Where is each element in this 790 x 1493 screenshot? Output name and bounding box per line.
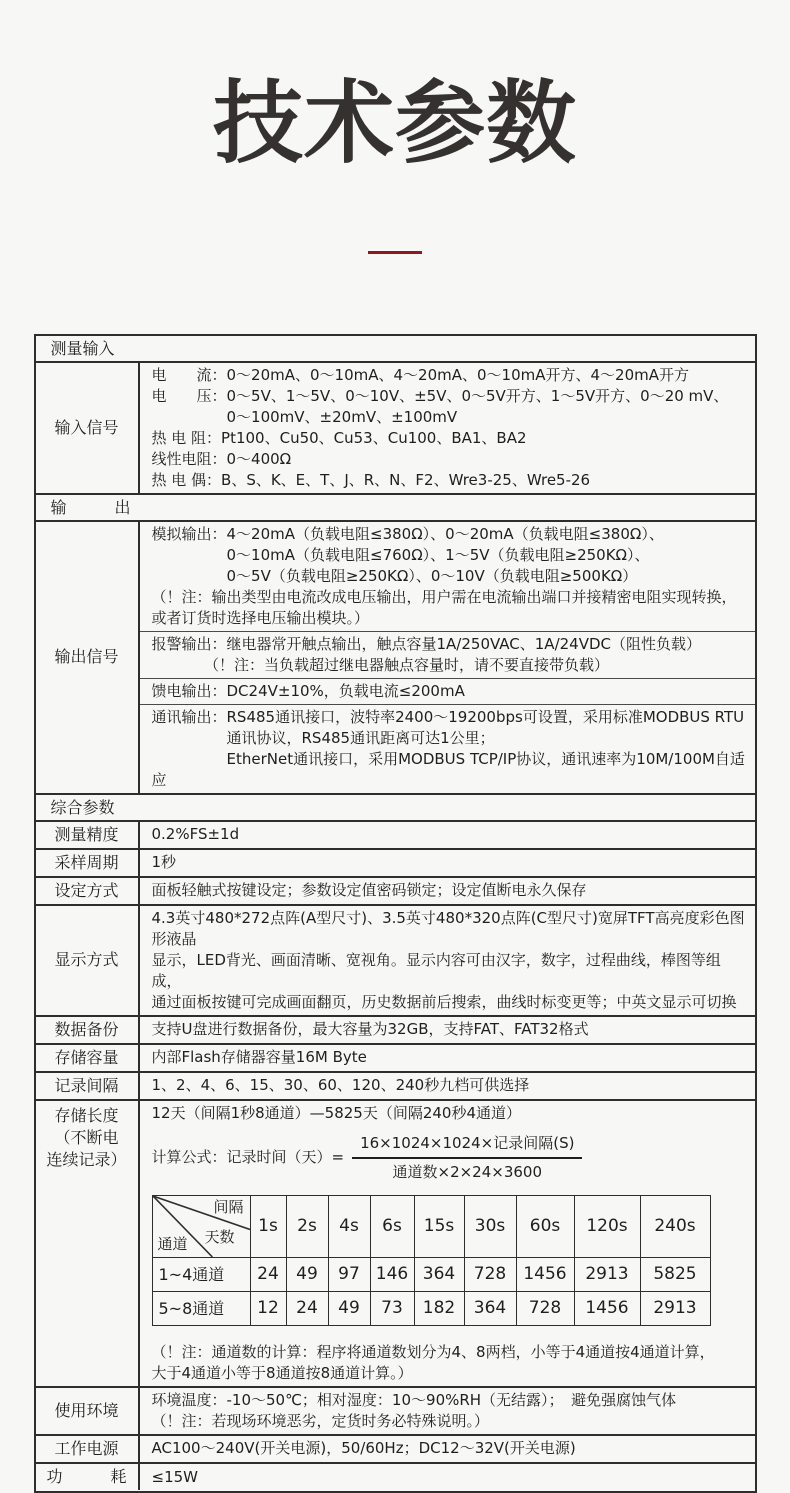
row-display-method	[36, 904, 755, 1015]
formula-prefix: 计算公式：记录时间（天）=	[151, 1148, 345, 1167]
row-record-interval	[36, 1071, 755, 1099]
row-value: 面板轻触式按键设定；参数设定值密码锁定；设定值断电永久保存	[151, 881, 587, 900]
formula-denominator: 通道数×2×24×3600	[392, 1162, 543, 1181]
spec-line: 显示，LED背光、画面清晰、宽视角。显示内容可由汉字，数字，过程曲线，棒图等组成，	[151, 950, 721, 990]
row-label: 显示方式	[36, 906, 140, 1015]
corner-label-channel: 通道	[157, 1234, 188, 1253]
row-label-line: 连续记录）	[46, 1149, 127, 1169]
spec-line: 4.3英寸480*272点阵(A型尺寸)、3.5英寸480*320点阵(C型尺寸)宽屏TFT高亮度彩色图形液晶	[151, 908, 745, 948]
row-value: 1秒	[151, 853, 177, 872]
spec-line: 0～10mA（负载电阻≤760Ω）、1～5V（负载电阻≥250KΩ）、	[151, 545, 650, 564]
interval-header: 4s	[328, 1195, 370, 1257]
storage-table-header-row	[152, 1195, 710, 1257]
channel-row-label: 1~4通道	[152, 1257, 250, 1291]
corner-label-interval: 间隔	[213, 1197, 244, 1216]
interval-header: 240s	[640, 1195, 710, 1257]
formula-numerator: 16×1024×1024×记录间隔(S)	[352, 1133, 582, 1159]
spec-line: 大于4通道小等于8通道按8通道计算。）	[151, 1363, 413, 1382]
row-storage-capacity	[36, 1043, 755, 1071]
row-label-line: 存储长度	[54, 1105, 119, 1125]
days-cell: 49	[328, 1291, 370, 1325]
title-accent-line	[368, 251, 422, 254]
row-value: 0.2%FS±1d	[151, 825, 240, 844]
storage-range-line: 12天（间隔1秒8通道）—5825天（间隔240秒4通道）	[151, 1103, 522, 1122]
days-cell: 73	[370, 1291, 414, 1325]
row-value: ≤15W	[151, 1467, 198, 1486]
row-label: 功 耗	[36, 1464, 140, 1490]
row-value: 内部Flash存储器容量16M Byte	[151, 1048, 367, 1067]
channel-row-label: 5~8通道	[152, 1291, 250, 1325]
storage-table-row	[152, 1291, 710, 1325]
row-data-backup	[36, 1015, 755, 1043]
spec-line: 电 压：0～5V、1～5V、0～10V、±5V、0～5V开方、1～5V开方、0～20 mV、	[151, 386, 729, 405]
days-cell: 728	[516, 1291, 574, 1325]
row-content	[140, 1101, 755, 1386]
spec-line: 馈电输出：DC24V±10%，负载电流≤200mA	[151, 681, 465, 700]
interval-header: 15s	[414, 1195, 464, 1257]
spec-line: 热 电 偶：B、S、K、E、T、J、R、N、F2、Wre3-25、Wre5-26	[151, 470, 591, 489]
comm-output-block	[140, 704, 755, 793]
spec-line: （！注：输出类型由电流改成电压输出，用户需在电流输出端口并接精密电阻实现转换，	[151, 587, 737, 606]
section-header-output: 输 出	[36, 493, 755, 520]
row-output-signal	[36, 520, 755, 793]
row-label	[36, 1101, 140, 1386]
storage-table-corner-cell	[152, 1195, 250, 1257]
row-content	[140, 363, 755, 493]
row-value: AC100～240V(开关电源)，50/60Hz；DC12～32V(开关电源)	[151, 1439, 576, 1458]
spec-line: 通过面板按键可完成画面翻页，历史数据前后搜索，曲线时标变更等；中英文显示可切换	[151, 992, 737, 1011]
row-label-line: （不断电	[54, 1127, 119, 1147]
spec-line: （！注：若现场环境恶劣，定货时务必特殊说明。）	[151, 1411, 490, 1430]
spec-line: EtherNet通讯接口，采用MODBUS TCP/IP协议，通讯速率为10M/100M自适应	[151, 749, 745, 789]
row-content	[140, 522, 755, 793]
days-cell: 97	[328, 1257, 370, 1291]
section-header-measure-input: 测量输入	[50, 338, 115, 358]
row-content	[140, 906, 755, 1015]
record-time-formula	[152, 1133, 749, 1183]
interval-header: 30s	[464, 1195, 516, 1257]
row-input-signal	[36, 361, 755, 493]
days-cell: 24	[250, 1257, 286, 1291]
spec-table	[34, 334, 757, 1493]
row-value: 1、2、4、6、15、30、60、120、240秒九档可供选择	[151, 1076, 530, 1095]
corner-label-days: 天数	[204, 1227, 235, 1246]
spec-line: 0～5V（负载电阻≥250KΩ）、0～10V（负载电阻≥500KΩ）	[151, 566, 638, 585]
days-cell: 2913	[574, 1257, 640, 1291]
row-label: 输出信号	[36, 522, 140, 793]
storage-days-table	[152, 1195, 711, 1326]
spec-line: 环境温度：-10～50℃；相对湿度：10～90%RH（无结露）； 避免强腐蚀气体	[151, 1390, 677, 1409]
days-cell: 728	[464, 1257, 516, 1291]
row-value: 支持U盘进行数据备份，最大容量为32GB，支持FAT、FAT32格式	[151, 1020, 589, 1039]
section-header-general: 综合参数	[36, 793, 755, 820]
row-storage-length	[36, 1099, 755, 1386]
row-label: 测量精度	[36, 822, 140, 848]
spec-line: 通讯协议，RS485通讯距离可达1公里；	[151, 728, 495, 747]
interval-header: 2s	[286, 1195, 328, 1257]
formula-fraction	[352, 1133, 582, 1183]
row-label: 记录间隔	[36, 1073, 140, 1099]
spec-line: 电 流：0～20mA、0～10mA、4～20mA、0～10mA开方、4～20mA开方	[151, 365, 690, 384]
storage-table-row	[152, 1257, 710, 1291]
spec-line: 线性电阻：0～400Ω	[151, 449, 292, 468]
row-label: 设定方式	[36, 878, 140, 904]
spec-line: 或者订货时选择电压输出模块。）	[151, 608, 370, 627]
storage-table-note	[152, 1342, 749, 1384]
interval-header: 120s	[574, 1195, 640, 1257]
interval-header: 1s	[250, 1195, 286, 1257]
row-label: 数据备份	[36, 1017, 140, 1043]
spec-line: 通讯输出：RS485通讯接口，波特率2400～19200bps可设置，采用标准MODBUS RTU	[151, 707, 745, 726]
spec-line: 模拟输出：4～20mA（负载电阻≤380Ω）、0～20mA（负载电阻≤380Ω）、	[151, 524, 664, 543]
days-cell: 182	[414, 1291, 464, 1325]
row-environment	[36, 1386, 755, 1434]
row-label: 使用环境	[36, 1388, 140, 1434]
spec-line: 热 电 阻：Pt100、Cu50、Cu53、Cu100、BA1、BA2	[151, 428, 527, 447]
interval-header: 6s	[370, 1195, 414, 1257]
page-title: 技术参数	[213, 71, 577, 176]
days-cell: 146	[370, 1257, 414, 1291]
days-cell: 1456	[574, 1291, 640, 1325]
interval-header: 60s	[516, 1195, 574, 1257]
analog-output-block	[140, 522, 755, 631]
days-cell: 12	[250, 1291, 286, 1325]
feed-output-block	[140, 678, 755, 704]
row-setting-method	[36, 876, 755, 904]
days-cell: 2913	[640, 1291, 710, 1325]
days-cell: 49	[286, 1257, 328, 1291]
spec-line: 0～100mV、±20mV、±100mV	[151, 407, 458, 426]
row-power-supply	[36, 1434, 755, 1462]
row-label: 采样周期	[36, 850, 140, 876]
spec-line: 报警输出：继电器常开触点输出，触点容量1A/250VAC、1A/24VDC（阻性负载）	[151, 634, 701, 653]
spec-line: （！注：通道数的计算：程序将通道数划分为4、8两档，小等于4通道按4通道计算，	[151, 1342, 715, 1361]
row-sampling-period	[36, 848, 755, 876]
spec-line: （！注：当负载超过继电器触点容量时，请不要直接带负载）	[151, 655, 610, 674]
days-cell: 1456	[516, 1257, 574, 1291]
days-cell: 5825	[640, 1257, 710, 1291]
days-cell: 364	[464, 1291, 516, 1325]
row-label: 输入信号	[36, 363, 140, 493]
days-cell: 364	[414, 1257, 464, 1291]
row-power-consumption	[36, 1462, 755, 1491]
alarm-output-block	[140, 631, 755, 678]
row-content	[140, 1388, 755, 1434]
row-accuracy	[36, 820, 755, 848]
row-label: 工作电源	[36, 1436, 140, 1462]
row-label: 存储容量	[36, 1045, 140, 1071]
days-cell: 24	[286, 1291, 328, 1325]
